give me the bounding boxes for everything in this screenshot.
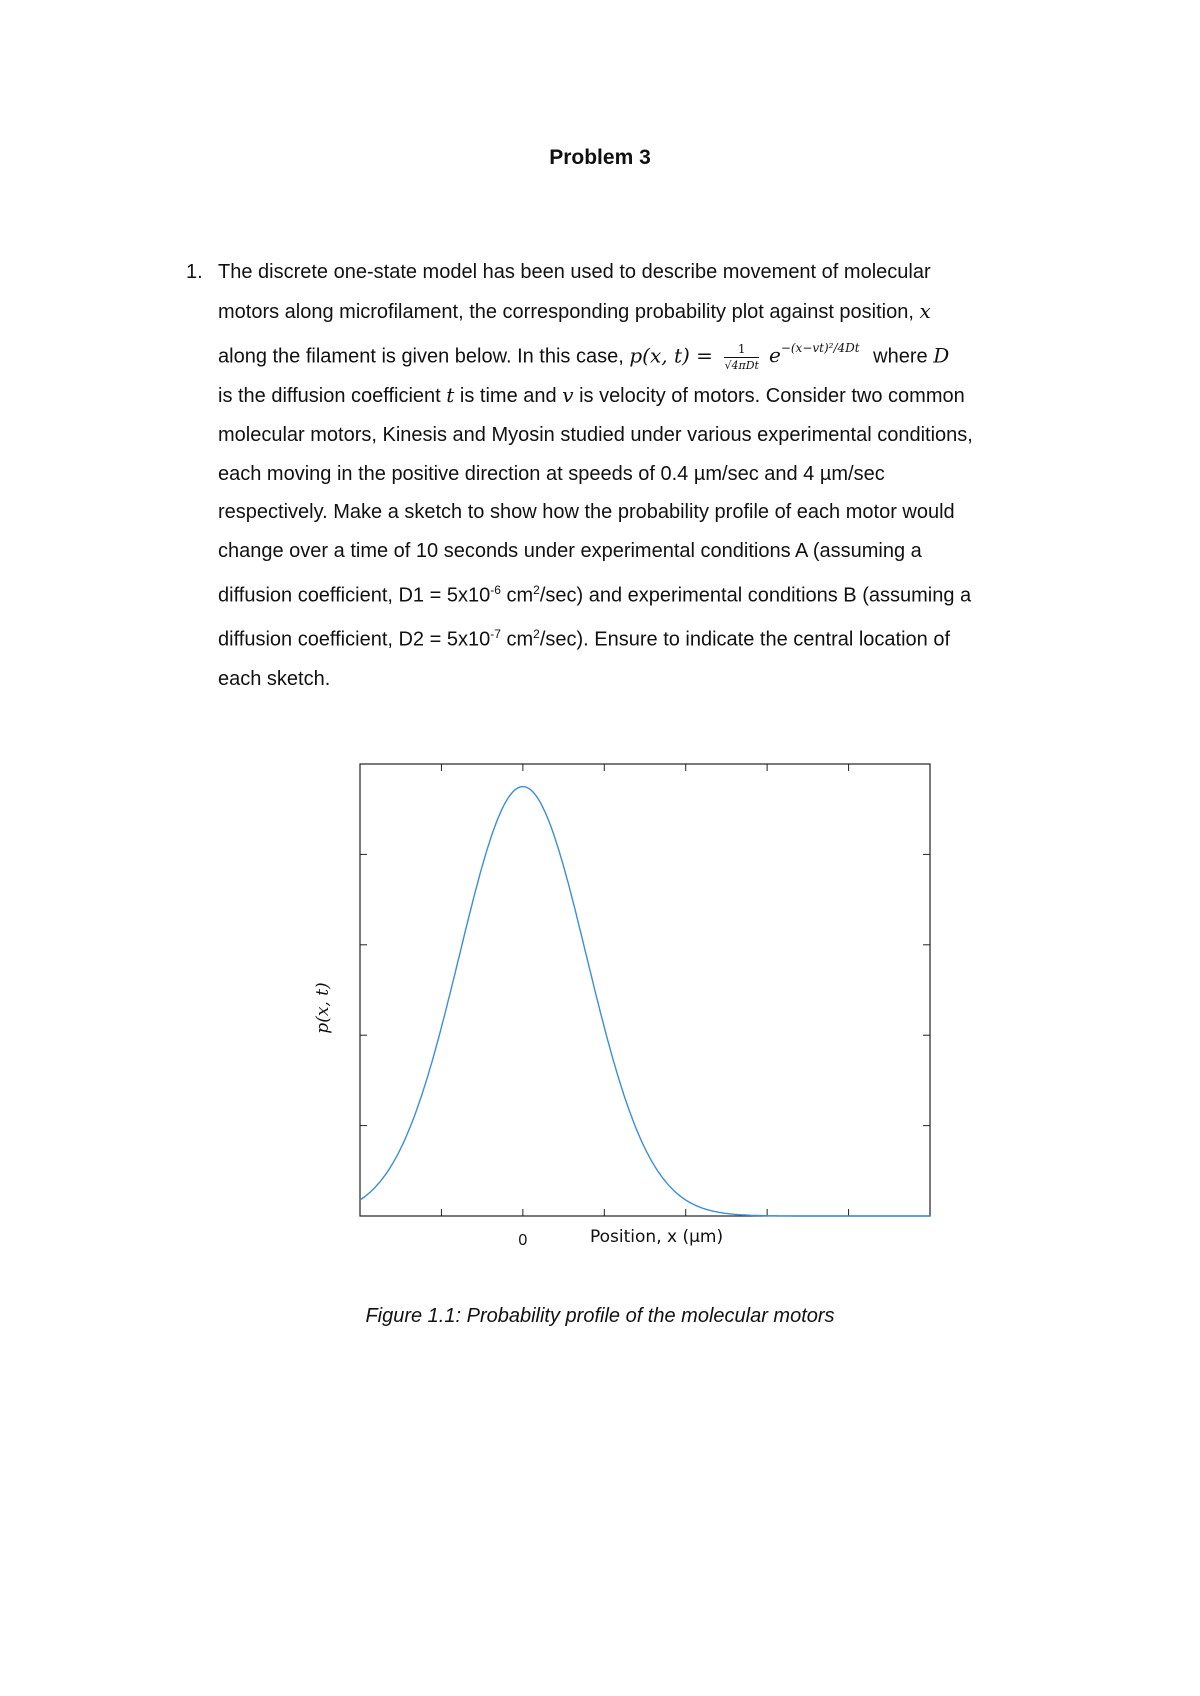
question-line: each moving in the positive direction at speeds of 0.4 µm/sec and 4 µm/sec <box>218 462 885 485</box>
var-d: D <box>933 343 950 368</box>
x-axis-label: Position, x (µm) <box>590 1227 724 1247</box>
question-line: molecular motors, Kinesis and Myosin studied under various experimental conditions, <box>218 423 973 446</box>
question-line: is the diffusion coefficient t is time and v is velocity of motors. Consider two common <box>218 383 965 408</box>
question-line: motors along microfilament, the corresponding probability plot against position, x <box>218 298 931 323</box>
question-line: The discrete one-state model has been used to describe movement of molecular <box>218 261 931 283</box>
question-line: respectively. Make a sketch to show how the probability profile of each motor would <box>218 501 955 524</box>
figure-caption: Figure 1.1: Probability profile of the molecular motors <box>365 1305 835 1327</box>
equation-fraction: $\frac{1}{\text{√4πDt}}$ <box>724 341 759 372</box>
question-line: each sketch. <box>218 667 331 690</box>
x-tick-label-0: 0 <box>518 1232 528 1249</box>
question-line: change over a time of 10 seconds under experimental conditions A (assuming a <box>218 540 922 563</box>
equation-lhs: p(x, t) = <box>629 343 713 368</box>
question-text <box>218 253 1066 699</box>
question-line-equation: along the filament is given below. In this case, p(x, t) = $\frac{1}{\text{√4πDt}}$ $e^{-(x-vt)^2/4Dt}$ where D <box>218 340 950 372</box>
question-number: 1. <box>186 261 203 283</box>
equation-exponential: $e^{-(x-vt)^2/4Dt}$ <box>768 340 860 368</box>
question-line: diffusion coefficient, $D1 = 5x10^{-6}$ $cm^2/\sec$) and experimental conditions B (assuming a <box>218 583 972 607</box>
problem-title: Problem 3 <box>549 146 651 169</box>
question-1 <box>186 253 1066 699</box>
question-line: diffusion coefficient, $D2 = 5x10^{-7}$ $cm^2/\sec$). Ensure to indicate the central location of <box>218 627 951 652</box>
chart-svg <box>300 748 940 1258</box>
probability-chart <box>300 748 940 1258</box>
y-axis-label: p(x, t) <box>313 982 333 1034</box>
data-series-line <box>360 787 930 1216</box>
var-x: x <box>919 298 931 323</box>
